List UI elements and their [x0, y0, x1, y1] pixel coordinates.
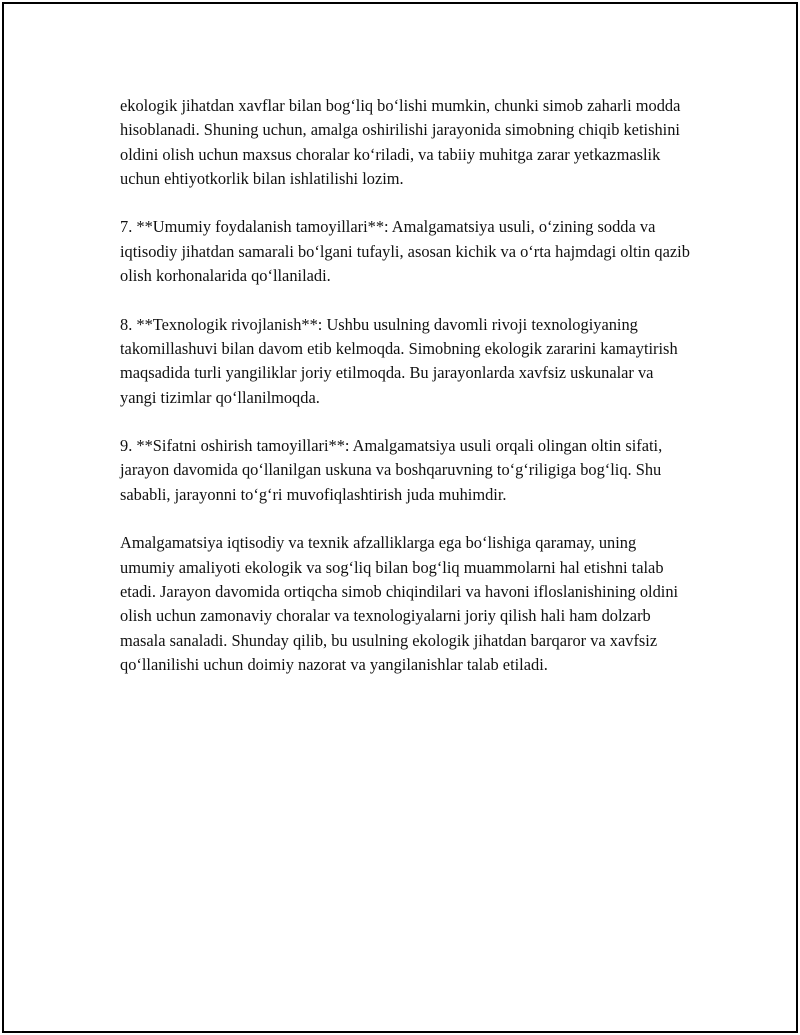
paragraph-conclusion: Amalgamatsiya iqtisodiy va texnik afzalliklarga ega bo‘lishiga qaramay, uning umumiy amaliyoti ekologik va sog‘liq bilan bog‘liq muammolarni hal etishni talab etadi. Jarayon davomida ortiqcha simob chiqindilari va havoni ifloslanishining oldini olish uchun zamonaviy choralar va texnologiyalarni joriy qilish hali ham dolzarb masala sanaladi. Shunday qilib, bu usulning ekologik jihatdan barqaror va xavfsiz qo‘llanilishi uchun doimiy nazorat va yangilanishlar talab etiladi. — [120, 533, 679, 674]
paragraph-item-9: 9. **Sifatni oshirish tamoyillari**: Amalgamatsiya usuli orqali olingan oltin sifati, jarayon davomida qo‘llanilgan uskuna va boshqaruvning to‘g‘riligiga bog‘liq. Shu sababli, jarayonni to‘g‘ri muvofiqlashtirish juda muhimdir. — [120, 436, 663, 504]
paragraph-item-7: 7. **Umumiy foydalanish tamoyillari**: Amalgamatsiya usuli, o‘zining sodda va iqtisodiy jihatdan samarali bo‘lgani tufayli, asosan kichik va o‘rta hajmdagi oltin qazib olish korhonalarida qo‘llaniladi. — [120, 217, 690, 286]
paragraph-continuation: ekologik jihatdan xavflar bilan bog‘liq bo‘lishi mumkin, chunki simob zaharli modda hisoblanadi. Shuning uchun, amalga oshirilishi jarayonida simobning chiqib ketishini oldini olish uchun maxsus choralar ko‘riladi, va tabiiy muhitga zarar yetkazmaslik uchun ehtiyotkorlik bilan ishlatilishi lozim. — [120, 96, 681, 188]
document-page — [2, 2, 798, 1033]
paragraph-item-8: 8. **Texnologik rivojlanish**: Ushbu usulning davomli rivoji texnologiyaning takomillashuvi bilan davom etib kelmoqda. Simobning ekologik zararini kamaytirish maqsadida turli yangiliklar joriy etilmoqda. Bu jarayonlarda xavfsiz uskunalar va yangi tizimlar qo‘llanilmoqda. — [120, 314, 678, 407]
document-body — [120, 94, 692, 701]
